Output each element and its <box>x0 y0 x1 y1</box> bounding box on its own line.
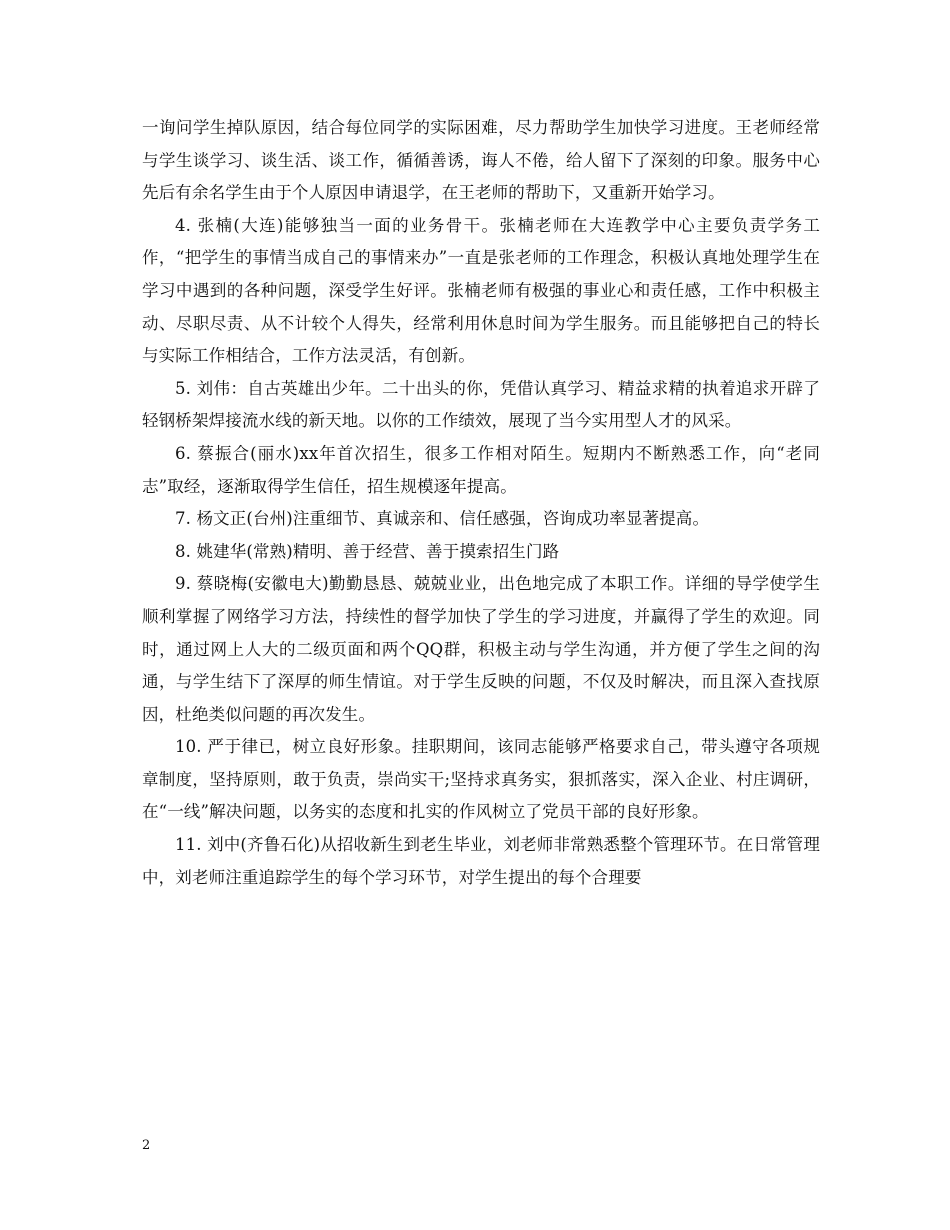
page-number: 2 <box>142 1138 151 1153</box>
paragraph-item-10: 10. 严于律已，树立良好形象。挂职期间，该同志能够严格要求自己，带头遵守各项规章制度，坚持原则，敢于负责，崇尚实干;坚持求真务实，狠抓落实，深入企业、村庄调研，在“一线”解决问题，以务实的态度和扎实的作风树立了党员干部的良好形象。 <box>142 737 820 822</box>
paragraph-item-7: 7. 杨文正(台州)注重细节、真诚亲和、信任感强，咨询成功率显著提高。 <box>175 509 710 529</box>
paragraph-item-11: 11. 刘中(齐鲁石化)从招收新生到老生毕业，刘老师非常熟悉整个管理环节。在日常管理中，刘老师注重追踪学生的每个学习环节，对学生提出的每个合理要 <box>142 835 820 887</box>
paragraph-continuation: 一询问学生掉队原因，结合每位同学的实际困难，尽力帮助学生加快学习进度。王老师经常与学生谈学习、谈生活、谈工作，循循善诱，诲人不倦，给人留下了深刻的印象。服务中心先后有余名学生由于个人原因申请退学，在王老师的帮助下，又重新开始学习。 <box>142 118 820 203</box>
paragraph-item-9: 9. 蔡晓梅(安徽电大)勤勤恳恳、兢兢业业，出色地完成了本职工作。详细的导学使学生顺利掌握了网络学习方法，持续性的督学加快了学生的学习进度，并赢得了学生的欢迎。同时，通过网上人大的二级页面和两个QQ群，积极主动与学生沟通，并方便了学生之间的沟通，与学生结下了深厚的师生情谊。对于学生反映的问题，不仅及时解决，而且深入查找原因，杜绝类似问题的再次发生。 <box>142 574 820 724</box>
body-text <box>142 112 820 894</box>
paragraph-item-5: 5. 刘伟：自古英雄出少年。二十出头的你，凭借认真学习、精益求精的执着追求开辟了轻钢桥架焊接流水线的新天地。以你的工作绩效，展现了当今实用型人才的风采。 <box>142 378 820 431</box>
paragraph-item-8: 8. 姚建华(常熟)精明、善于经营、善于摸索招生门路 <box>175 541 560 561</box>
paragraph-item-6: 6. 蔡振合(丽水)xx年首次招生，很多工作相对陌生。短期内不断熟悉工作，向“老同志”取经，逐渐取得学生信任，招生规模逐年提高。 <box>142 443 820 496</box>
paragraph-item-4: 4. 张楠(大连)能够独当一面的业务骨干。张楠老师在大连教学中心主要负责学务工作，“把学生的事情当成自己的事情来办”一直是张老师的工作理念，积极认真地处理学生在学习中遇到的各种问题，深受学生好评。张楠老师有极强的事业心和责任感，工作中积极主动、尽职尽责、从不计较个人得失，经常利用休息时间为学生服务。而且能够把自己的特长与实际工作相结合，工作方法灵活，有创新。 <box>142 215 820 366</box>
